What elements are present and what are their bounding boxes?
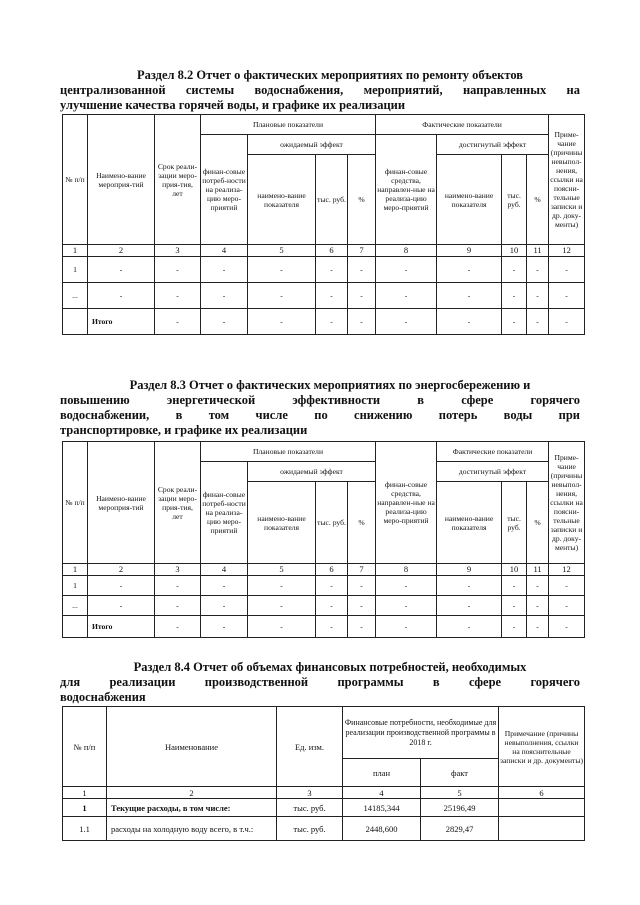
title-line: Раздел 8.4 Отчет об объемах финансовых потребностей, необходимых	[133, 660, 527, 674]
header-thous-rub: тыс. руб.	[316, 155, 348, 245]
header-indicator: наимено-вание показателя	[248, 155, 316, 245]
header-percent: %	[527, 155, 549, 245]
title-line: для реализации производственной программы в сфере горячего	[60, 675, 580, 689]
header-percent: %	[348, 482, 376, 564]
header-thous-rub: тыс. руб.	[502, 155, 527, 245]
title-line: транспортировке, и графике их реализации	[60, 423, 308, 437]
header-name: Наименование	[107, 707, 277, 787]
header-achieved-effect: достигнутый эффект	[437, 135, 549, 155]
header-note: Приме-чание (причины невыпол-нения, ссылки на поясни-тельные записки и др. доку-менты)	[549, 115, 585, 245]
table-row: 1 - - - - - - - - - - -	[63, 576, 585, 596]
total-row: Итого - - - - - - - - - -	[63, 616, 585, 638]
table-row: 1.1 расходы на холодную воду всего, в т.ч.: тыс. руб. 2448,600 2829,47	[63, 817, 585, 841]
header-expected-effect: ожидаемый эффект	[248, 462, 376, 482]
header-indicator: наимено-вание показателя	[437, 155, 502, 245]
title-line: водоснабжения	[60, 690, 146, 704]
header-finance: Финансовые потребности, необходимые для реализации производственной программы в 2018 г.	[343, 707, 499, 759]
header-fact: факт	[421, 759, 499, 787]
section-8-3-title	[60, 378, 580, 438]
table-row: ... - - - - - - - - - - -	[63, 596, 585, 616]
header-term: Срок реали-зации меро-прия-тия, лет	[155, 442, 201, 564]
header-thous-rub: тыс. руб.	[316, 482, 348, 564]
header-percent: %	[527, 482, 549, 564]
header-planned-fin: финан-совые потреб-ности на реализа-цию меро-приятий	[201, 135, 248, 245]
title-line: водоснабжении, в том числе по снижению потерь воды при	[60, 408, 580, 422]
header-unit: Ед. изм.	[277, 707, 343, 787]
table-row: ... - - - - - - - - - - -	[63, 283, 585, 309]
title-line: повышению энергетической эффективности в сфере горячего	[60, 393, 580, 407]
header-plan: план	[343, 759, 421, 787]
header-note: Приме-чание (причины невыпол-нения, ссылки на поясни-тельные записки и др. доку-менты)	[549, 442, 585, 564]
header-num: № п/п	[63, 442, 88, 564]
table-row: 1 - - - - - - - - - - -	[63, 257, 585, 283]
title-line: Раздел 8.2 Отчет о фактических мероприятиях по ремонту объектов	[136, 68, 524, 82]
finance-table-8-4	[62, 706, 585, 841]
header-name: Наимено-вание мероприя-тий	[88, 442, 155, 564]
total-row: Итого - - - - - - - - - -	[63, 309, 585, 335]
header-num: № п/п	[63, 707, 107, 787]
header-thous-rub: тыс. руб.	[502, 482, 527, 564]
header-percent: %	[348, 155, 376, 245]
header-actual-fin: финан-совые средства, направлен-ные на реализа-цию меро-приятий	[376, 135, 437, 245]
section-8-2-title	[60, 68, 580, 113]
header-note: Примечание (причины невыполнения, ссылки на пояснительные записки и др. документы)	[499, 707, 585, 787]
title-line: Раздел 8.3 Отчет о фактических мероприятиях по энергосбережению и	[129, 378, 531, 392]
measures-table-8-3	[62, 441, 585, 638]
section-8-4-title	[60, 660, 580, 705]
header-planned: Плановые показатели	[201, 115, 376, 135]
table-row: 1 Текущие расходы, в том числе: тыс. руб. 14185,344 25196,49	[63, 799, 585, 817]
header-actual-fin: финан-совые средства, направлен-ные на реализа-цию меро-приятий	[376, 442, 437, 564]
header-planned-fin: финан-совые потреб-ности на реализа-цию меро-приятий	[201, 462, 248, 564]
header-actual: Фактические показатели	[437, 442, 549, 462]
header-indicator: наимено-вание показателя	[248, 482, 316, 564]
header-planned: Плановые показатели	[201, 442, 376, 462]
header-num: № п/п	[63, 115, 88, 245]
header-indicator: наимено-вание показателя	[437, 482, 502, 564]
column-numbers-row: 1 2 3 4 5 6 7 8 9 10 11 12	[63, 245, 585, 257]
header-actual: Фактические показатели	[376, 115, 549, 135]
measures-table-8-2	[62, 114, 585, 335]
header-name: Наимено-вание мероприя-тий	[88, 115, 155, 245]
title-line: улучшение качества горячей воды, и графике их реализации	[60, 98, 406, 112]
header-achieved-effect: достигнутый эффект	[437, 462, 549, 482]
header-expected-effect: ожидаемый эффект	[248, 135, 376, 155]
header-term: Срок реали-зации меро-прия-тия, лет	[155, 115, 201, 245]
title-line: централизованной системы водоснабжения, мероприятий, направленных на	[60, 83, 580, 97]
column-numbers-row: 1 2 3 4 5 6 7 8 9 10 11 12	[63, 564, 585, 576]
column-numbers-row: 1 2 3 4 5 6	[63, 787, 585, 799]
